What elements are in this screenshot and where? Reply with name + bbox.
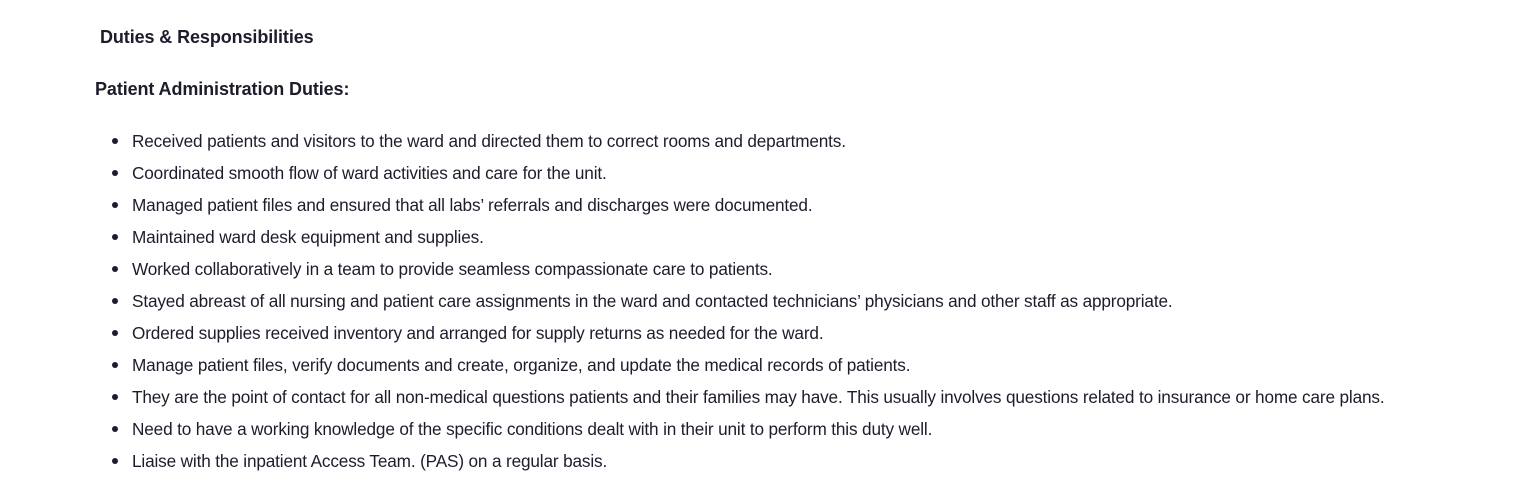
bullet-icon	[112, 426, 118, 432]
list-item	[106, 285, 1384, 317]
list-item	[106, 189, 1384, 221]
list-item	[106, 413, 1384, 445]
bullet-icon	[112, 202, 118, 208]
duty-text: Received patients and visitors to the ward and directed them to correct rooms and departments.	[132, 131, 846, 151]
subsection-title: Patient Administration Duties:	[95, 79, 350, 99]
list-item	[106, 445, 1384, 477]
duty-text: Stayed abreast of all nursing and patient care assignments in the ward and contacted technicians’ physicians and other staff as appropriate.	[132, 291, 1173, 311]
list-item	[106, 381, 1384, 413]
bullet-icon	[112, 266, 118, 272]
bullet-icon	[112, 394, 118, 400]
bullet-icon	[112, 298, 118, 304]
duty-text: Worked collaboratively in a team to provide seamless compassionate care to patients.	[132, 259, 773, 279]
bullet-icon	[112, 170, 118, 176]
list-item	[106, 157, 1384, 189]
list-item	[106, 221, 1384, 253]
duty-text: Managed patient files and ensured that all labs’ referrals and discharges were documented.	[132, 195, 813, 215]
bullet-icon	[112, 330, 118, 336]
duty-text: Need to have a working knowledge of the specific conditions dealt with in their unit to perform this duty well.	[132, 419, 933, 439]
duty-text: Manage patient files, verify documents and create, organize, and update the medical records of patients.	[132, 355, 911, 375]
duty-text: Ordered supplies received inventory and arranged for supply returns as needed for the ward.	[132, 323, 824, 343]
section-title: Duties & Responsibilities	[100, 27, 314, 47]
bullet-icon	[112, 234, 118, 240]
list-item	[106, 349, 1384, 381]
list-item	[106, 125, 1384, 157]
duty-text: Maintained ward desk equipment and supplies.	[132, 227, 484, 247]
bullet-icon	[112, 138, 118, 144]
list-item	[106, 317, 1384, 349]
list-item	[106, 253, 1384, 285]
duty-text: Liaise with the inpatient Access Team. (PAS) on a regular basis.	[132, 451, 608, 471]
duty-text: They are the point of contact for all non-medical questions patients and their families may have. This usually involves questions related to insurance or home care plans.	[132, 387, 1385, 407]
bullet-icon	[112, 458, 118, 464]
duties-list	[106, 125, 1384, 477]
bullet-icon	[112, 362, 118, 368]
duty-text: Coordinated smooth flow of ward activities and care for the unit.	[132, 163, 607, 183]
